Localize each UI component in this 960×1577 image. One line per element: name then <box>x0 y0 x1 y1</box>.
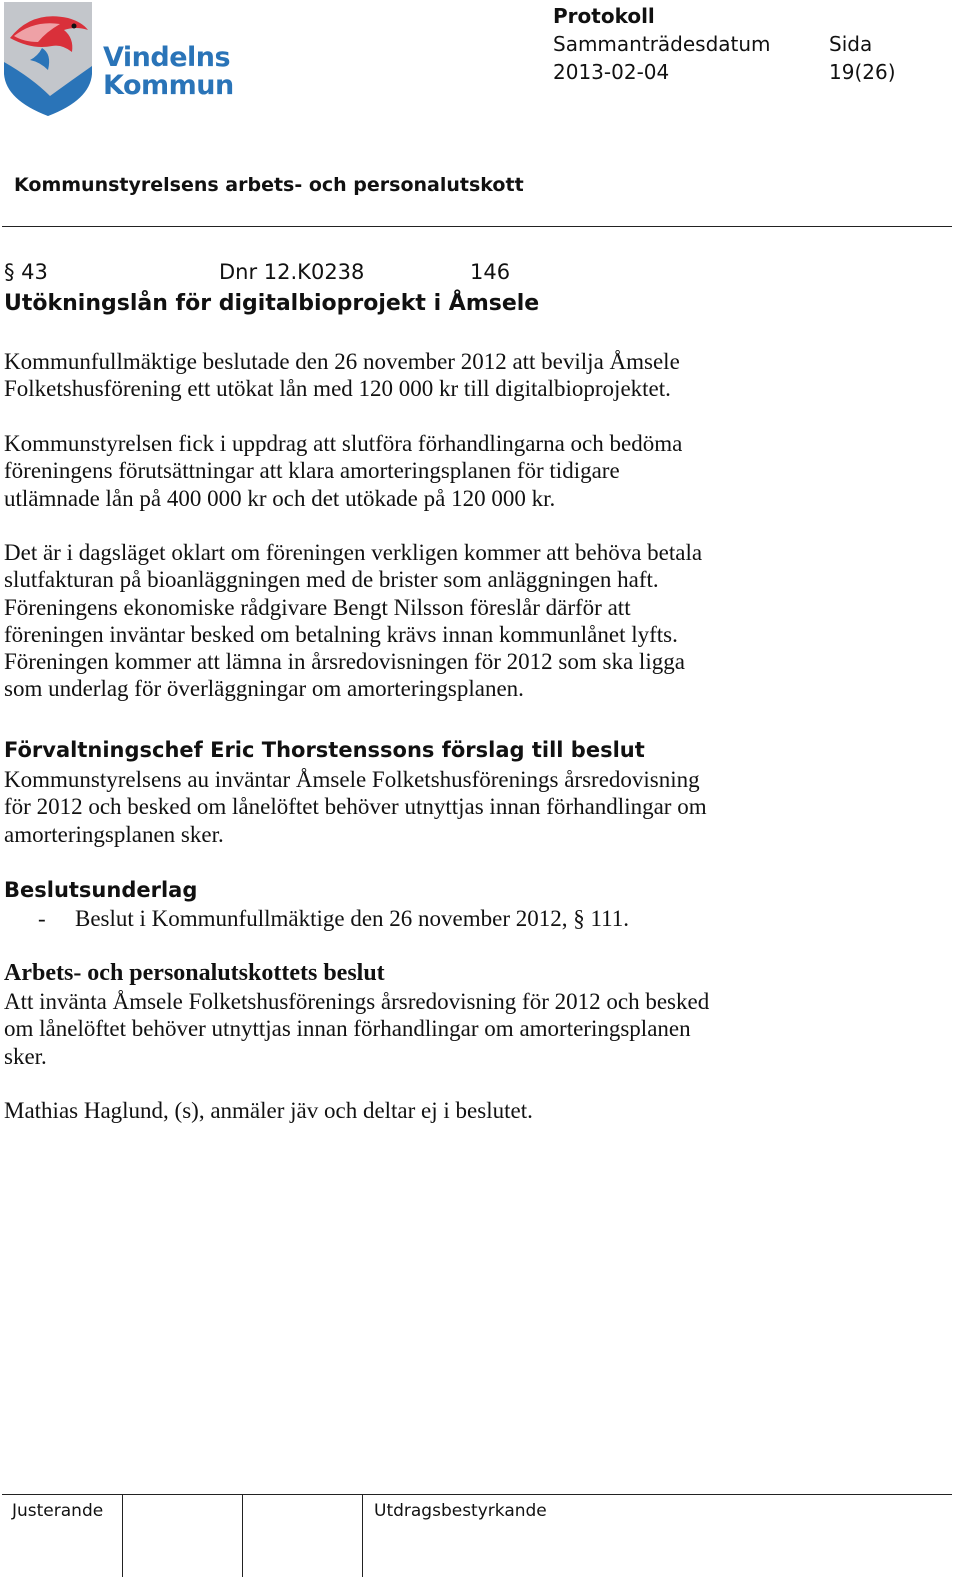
meeting-date-label: Sammanträdesdatum <box>553 32 771 56</box>
justerande-cell-2 <box>122 1495 243 1577</box>
fish-emblem-icon <box>2 0 102 118</box>
conflict-of-interest-note: Mathias Haglund, (s), anmäler jäv och deltar ej i beslutet. <box>4 1098 533 1123</box>
section-dnr: Dnr 12.K0238 <box>219 260 365 284</box>
paragraph-assignment: Kommunstyrelsen fick i uppdrag att slutföra förhandlingarna och bedöma föreningens förutsättningar att klara amorteringsplanen för tidigare utlämnade lån på 400 000 kr och det utökade på 120 000 kr. <box>4 431 683 511</box>
logo-text-line1: Vindelns <box>103 42 231 73</box>
page-label: Sida <box>829 32 873 56</box>
logo-text-line2: Kommun <box>103 70 234 101</box>
bullet-dash: - <box>38 906 46 931</box>
doc-type: Protokoll <box>553 4 655 28</box>
committee-name: Kommunstyrelsens arbets- och personalutskott <box>14 174 524 196</box>
section-title: Utökningslån för digitalbioprojekt i Åmsele <box>4 291 540 316</box>
header-divider <box>2 226 952 227</box>
utdragsbestyrkande-cell <box>362 1495 950 1577</box>
logo-wordmark <box>103 44 234 100</box>
justerande-cell-3 <box>242 1495 363 1577</box>
proposal-text: Kommunstyrelsens au inväntar Åmsele Folketshusförenings årsredovisning för 2012 och besked om lånelöftet behöver utnyttjas innan förhandlingar om amorteringsplanen sker. <box>4 767 707 847</box>
section-reference: 146 <box>470 260 511 284</box>
proposal-heading: Förvaltningschef Eric Thorstenssons förslag till beslut <box>4 738 645 762</box>
utdragsbestyrkande-label: Utdragsbestyrkande <box>374 1501 547 1521</box>
signature-footer <box>2 1494 952 1577</box>
paragraph-background: Kommunfullmäktige beslutade den 26 november 2012 att bevilja Åmsele Folketshusförening ett utökat lån med 120 000 kr till digitalbioprojektet. <box>4 349 680 402</box>
basis-heading: Beslutsunderlag <box>4 878 198 902</box>
paragraph-status: Det är i dagsläget oklart om föreningen verkligen kommer att behöva betala slutfakturan på bioanläggningen med de brister som anläggningen haft. Föreningens ekonomiske rådgivare Bengt Nilsson föreslår därför att föreningen inväntar besked om betalning krävs innan kommunlånet lyfts. Föreningen kommer att lämna in årsredovisningen för 2012 som ska ligga som underlag för överläggningar om amorteringsplanen. <box>4 540 703 702</box>
justerande-label: Justerande <box>12 1501 104 1521</box>
meeting-date-value: 2013-02-04 <box>553 60 670 84</box>
page-number: 19(26) <box>829 60 896 84</box>
decision-heading: Arbets- och personalutskottets beslut <box>4 960 385 986</box>
justerande-cell-1 <box>2 1495 123 1577</box>
basis-list-item: Beslut i Kommunfullmäktige den 26 november 2012, § 111. <box>75 906 630 931</box>
section-number: § 43 <box>4 260 48 284</box>
decision-text: Att invänta Åmsele Folketshusförenings årsredovisning för 2012 och besked om lånelöftet behöver utnyttjas innan förhandlingar om amorteringsplanen sker. <box>4 989 710 1069</box>
